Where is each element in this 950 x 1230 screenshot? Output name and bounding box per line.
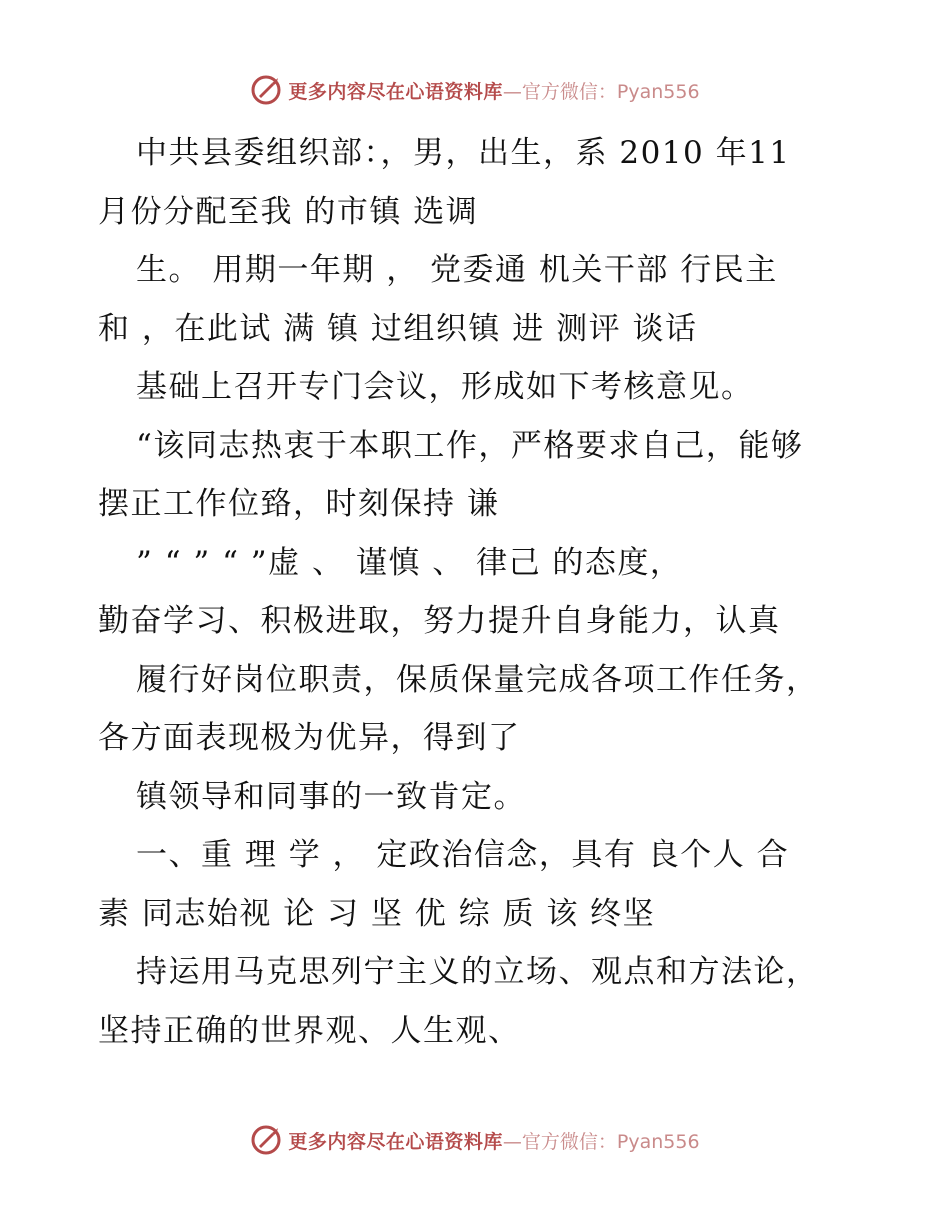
text-line: 基础上召开专门会议，形成如下考核意见。 [136,369,754,405]
footer-watermark [0,1120,950,1160]
watermark-contact: —官方微信：Pyan556 [502,80,700,103]
text-line: 和 ，在此试 满 镇 过组织镇 进 测评 谈话 [98,310,698,347]
text-line: 各方面表现极为优异，得到了 [98,720,521,756]
header-watermark [0,70,950,110]
text-line: 素 同志始视 论 习 坚 优 综 质 该 终坚 [98,895,656,932]
text-line: 摆正工作位臵，时刻保持 谦 [98,486,500,522]
text-line: 中共县委组织部：，男，出生，系 2010 年11 [136,135,791,171]
text-line: 月份分配至我 的市镇 选调 [98,193,479,230]
text-line: 镇领导和同事的一致肯定。 [136,778,526,815]
text-line: “该同志热衷于本职工作，严格要求自己，能够 [136,427,804,464]
text-line: 持运用马克思列宁主义的立场、观点和方法论， [136,954,819,990]
text-line: 勤奋学习、积极进取，努力提升自身能力，认真 [98,603,781,639]
text-line: 履行好岗位职责，保质保量完成各项工作任务， [136,661,819,698]
watermark-title: 更多内容尽在心语资料库 [288,1130,503,1153]
document-body [98,124,858,1060]
text-line: ” “ ” “ ”虚 、 谨慎 、 律己 的态度， [136,544,683,581]
watermark-title: 更多内容尽在心语资料库 [288,80,503,103]
watermark-contact: —官方微信：Pyan556 [502,1130,700,1153]
feather-logo-icon [250,74,282,106]
feather-logo-icon [250,1124,282,1156]
text-line: 生。 用期一年期 ， 党委通 机关干部 行民主 [136,252,778,288]
text-line: 坚持正确的世界观、人生观、 [98,1012,521,1049]
text-line: 一、重 理 学 ， 定政治信念，具有 良个人 合 [136,837,790,873]
